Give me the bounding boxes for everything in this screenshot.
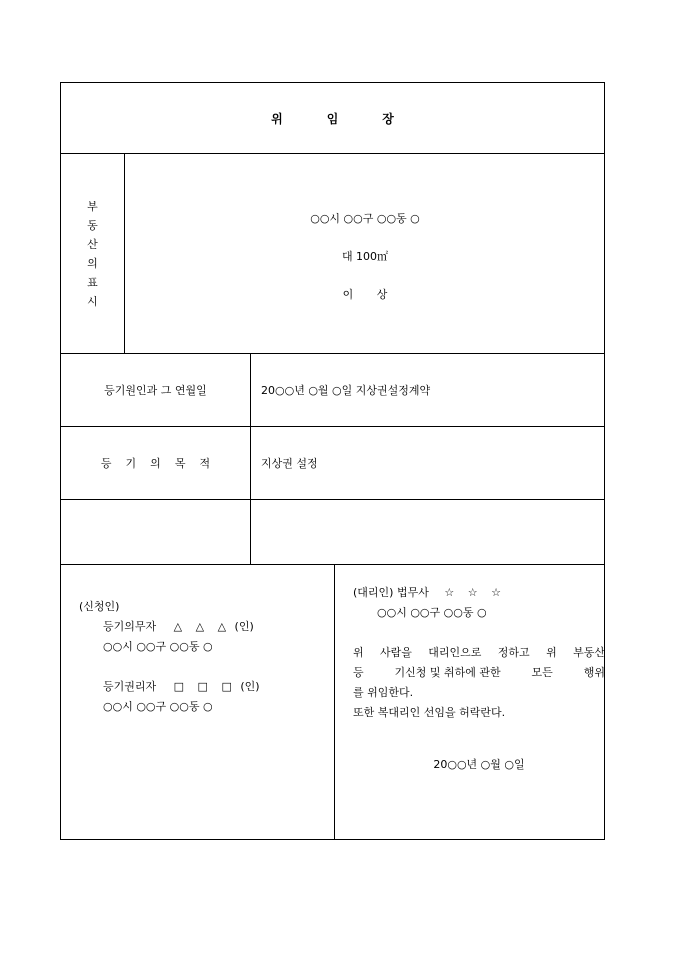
purpose-label-char: 적 [199, 457, 211, 470]
word: 정하고 [497, 646, 530, 659]
obligor-label: 등기의무자 [103, 620, 157, 633]
agent-line [353, 583, 605, 603]
word: 등 [353, 666, 364, 679]
property-label-char: 동 [87, 218, 98, 232]
holder-label: 등기권리자 [103, 680, 157, 693]
holder-mark: □ [173, 680, 185, 693]
spacer [79, 657, 329, 677]
purpose-label [61, 427, 250, 499]
divider [334, 565, 335, 839]
property-label-char: 표 [87, 275, 98, 289]
purpose-label-char: 등 [100, 457, 112, 470]
title-char: 임 [326, 111, 339, 126]
property-end-mark [125, 286, 605, 302]
holder-line [79, 677, 329, 697]
cause-value: 20○○년 ○월 ○일 지상권설정계약 [261, 384, 431, 397]
delegation-line-1 [353, 643, 605, 663]
delegation-line-2 [353, 663, 605, 683]
agent-mark: ☆ [491, 586, 501, 599]
purpose-label-char: 목 [174, 457, 186, 470]
word: 위 [353, 646, 364, 659]
obligor-seal: (인) [234, 620, 254, 633]
end-mark-right: 상 [376, 288, 388, 301]
obligor-address: ○○시 ○○구 ○○동 ○ [103, 640, 213, 653]
divider [250, 354, 251, 564]
obligor-mark: △ [217, 620, 227, 633]
end-mark-left: 이 [342, 288, 354, 301]
obligor-mark: △ [195, 620, 205, 633]
agent-mark: ☆ [444, 586, 455, 599]
applicant-header: (신청인) [79, 600, 120, 613]
title-char: 장 [382, 111, 394, 126]
spacer [353, 623, 605, 643]
title-char: 위 [271, 111, 283, 126]
spacer [353, 723, 605, 755]
word: 사람을 [380, 646, 412, 659]
agent-block [353, 583, 605, 775]
holder-address: ○○시 ○○구 ○○동 ○ [103, 700, 213, 713]
holder-seal: (인) [240, 680, 260, 693]
purpose-label-char: 기 [125, 457, 137, 470]
document-date: 20○○년 ○월 ○일 [433, 758, 525, 771]
word: 모든 [531, 666, 553, 679]
property-label-char: 산 [87, 237, 98, 251]
property-label-char: 시 [87, 294, 98, 308]
word: 행위 [583, 666, 605, 679]
obligor-mark: △ [173, 620, 183, 633]
cause-label: 등기원인과 그 연월일 [104, 384, 207, 397]
property-address: ○○시 ○○구 ○○동 ○ [310, 212, 420, 225]
property-land: 대 100㎡ [341, 250, 389, 263]
property-label-char: 의 [87, 256, 98, 270]
property-description [125, 154, 605, 353]
holder-mark: □ [197, 680, 208, 693]
purpose-label-char: 의 [150, 457, 161, 470]
holder-mark: □ [221, 680, 232, 693]
property-label-char: 부 [87, 199, 98, 213]
purpose-value: 지상권 설정 [261, 457, 318, 470]
document-title [61, 83, 604, 153]
agent-address: ○○시 ○○구 ○○동 ○ [377, 606, 487, 619]
word: 부동산 [573, 646, 605, 659]
sub-agent-clause: 또한 복대리인 선임을 허락란다. [353, 706, 506, 719]
delegation-line-3: 를 위임한다. [353, 686, 414, 699]
divider [61, 564, 604, 565]
applicant-block [79, 597, 329, 717]
power-of-attorney-form [60, 82, 605, 840]
obligor-line [79, 617, 329, 637]
property-label [61, 154, 124, 353]
word: 기신청 및 취하에 관한 [394, 666, 501, 679]
divider [61, 499, 604, 500]
word: 대리인으로 [428, 646, 482, 659]
agent-mark: ☆ [467, 586, 478, 599]
agent-header: (대리인) 법무사 [353, 586, 429, 599]
word: 위 [546, 646, 557, 659]
